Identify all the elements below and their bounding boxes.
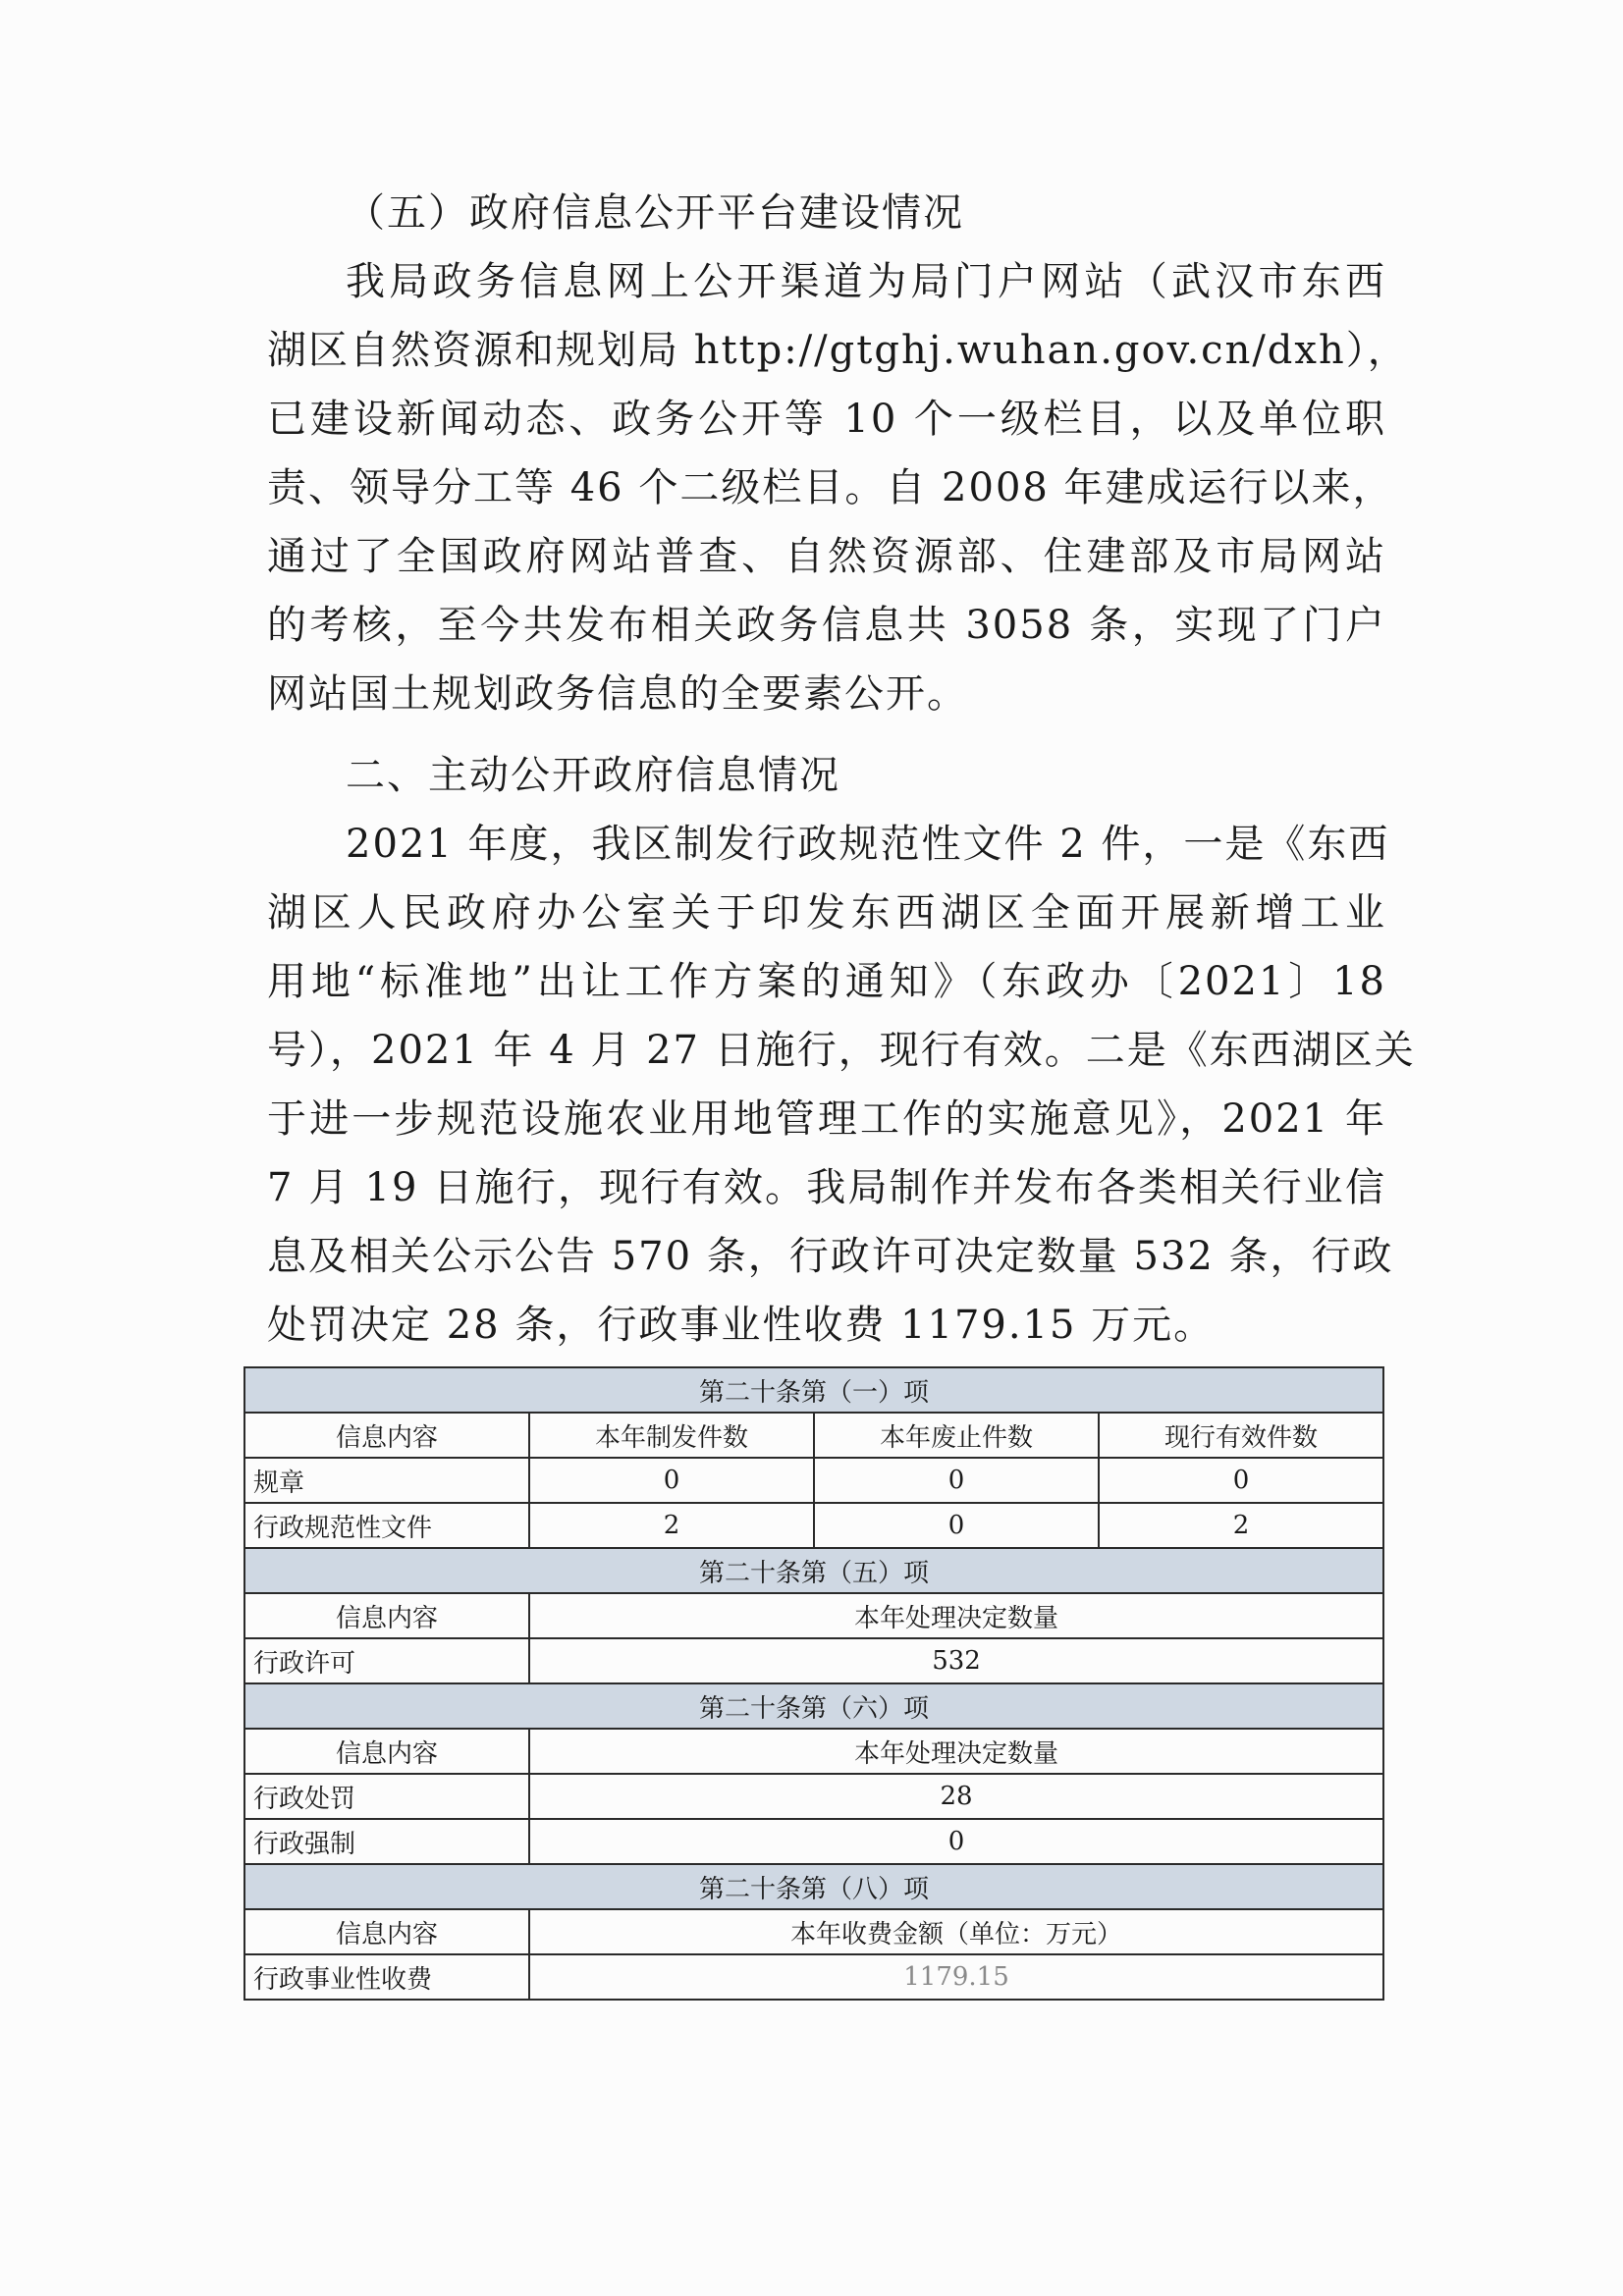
table-section-header	[244, 1548, 1383, 1593]
table-row	[244, 1638, 1383, 1683]
table-row	[244, 1503, 1383, 1548]
paragraph-line: 责、领导分工等 46 个二级栏目。自 2008 年建成运行以来，	[267, 465, 1394, 510]
paragraph-line: 7 月 19 日施行，现行有效。我局制作并发布各类相关行业信	[267, 1165, 1386, 1210]
table-section-header	[244, 1864, 1383, 1909]
section-title: 第二十条第（八）项	[244, 1864, 1383, 1909]
paragraph-line: 通过了全国政府网站普查、自然资源部、住建部及市局网站	[267, 534, 1386, 579]
table-header-row	[244, 1413, 1383, 1458]
cell-value: 0	[529, 1819, 1383, 1864]
main-heading: 二、主动公开政府信息情况	[346, 753, 840, 798]
paragraph-line: 处罚决定 28 条，行政事业性收费 1179.15 万元。	[267, 1303, 1216, 1348]
table-header-row	[244, 1593, 1383, 1638]
table-row	[244, 1819, 1383, 1864]
column-header: 现行有效件数	[1099, 1413, 1383, 1458]
column-header: 信息内容	[244, 1593, 529, 1638]
cell-value: 0	[529, 1458, 814, 1503]
paragraph-line: 用地“标准地”出让工作方案的通知》（东政办〔2021〕18	[267, 959, 1386, 1004]
row-label: 行政强制	[244, 1819, 529, 1864]
row-label: 行政规范性文件	[244, 1503, 529, 1548]
paragraph-line: 已建设新闻动态、政务公开等 10 个一级栏目，以及单位职	[267, 397, 1386, 442]
cell-value: 28	[529, 1774, 1383, 1819]
table-section-header	[244, 1367, 1383, 1413]
section-title: 第二十条第（六）项	[244, 1683, 1383, 1729]
disclosure-table	[243, 1366, 1384, 2001]
column-header: 本年废止件数	[814, 1413, 1099, 1458]
paragraph-line: 息及相关公示公告 570 条，行政许可决定数量 532 条，行政	[267, 1234, 1394, 1279]
paragraph-line: 我局政务信息网上公开渠道为局门户网站（武汉市东西	[346, 259, 1386, 304]
column-header: 本年制发件数	[529, 1413, 814, 1458]
table-row	[244, 1458, 1383, 1503]
row-label: 行政事业性收费	[244, 1954, 529, 2000]
section-heading: （五）政府信息公开平台建设情况	[346, 190, 964, 236]
paragraph-line: 2021 年度，我区制发行政规范性文件 2 件，一是《东西	[346, 822, 1390, 867]
paragraph-line: 的考核，至今共发布相关政务信息共 3058 条，实现了门户	[267, 603, 1386, 648]
table-header-row	[244, 1729, 1383, 1774]
table-row	[244, 1774, 1383, 1819]
paragraph-line: 号），2021 年 4 月 27 日施行，现行有效。二是《东西湖区关	[267, 1028, 1416, 1073]
row-label: 行政处罚	[244, 1774, 529, 1819]
table-header-row	[244, 1909, 1383, 1954]
column-header: 信息内容	[244, 1729, 529, 1774]
section-title: 第二十条第（五）项	[244, 1548, 1383, 1593]
section-title: 第二十条第（一）项	[244, 1367, 1383, 1413]
cell-value: 0	[1099, 1458, 1383, 1503]
paragraph-line: 网站国土规划政务信息的全要素公开。	[267, 671, 968, 717]
column-header: 本年处理决定数量	[529, 1729, 1383, 1774]
paragraph-line: 湖区自然资源和规划局 http://gtghj.wuhan.gov.cn/dxh），	[267, 328, 1409, 373]
cell-value: 2	[529, 1503, 814, 1548]
paragraph-line: 于进一步规范设施农业用地管理工作的实施意见》，2021 年	[267, 1096, 1386, 1142]
row-label: 行政许可	[244, 1638, 529, 1683]
table-row	[244, 1954, 1383, 2000]
table-section-header	[244, 1683, 1383, 1729]
column-header: 信息内容	[244, 1909, 529, 1954]
paragraph-disclosure	[267, 810, 1416, 1360]
paragraph-platform	[267, 247, 1409, 728]
cell-value: 1179.15	[529, 1954, 1383, 2000]
cell-value: 2	[1099, 1503, 1383, 1548]
cell-value: 0	[814, 1458, 1099, 1503]
column-header: 信息内容	[244, 1413, 529, 1458]
cell-value: 532	[529, 1638, 1383, 1683]
paragraph-line: 湖区人民政府办公室关于印发东西湖区全面开展新增工业	[267, 890, 1386, 935]
row-label: 规章	[244, 1458, 529, 1503]
column-header: 本年处理决定数量	[529, 1593, 1383, 1638]
column-header: 本年收费金额（单位：万元）	[529, 1909, 1383, 1954]
cell-value: 0	[814, 1503, 1099, 1548]
